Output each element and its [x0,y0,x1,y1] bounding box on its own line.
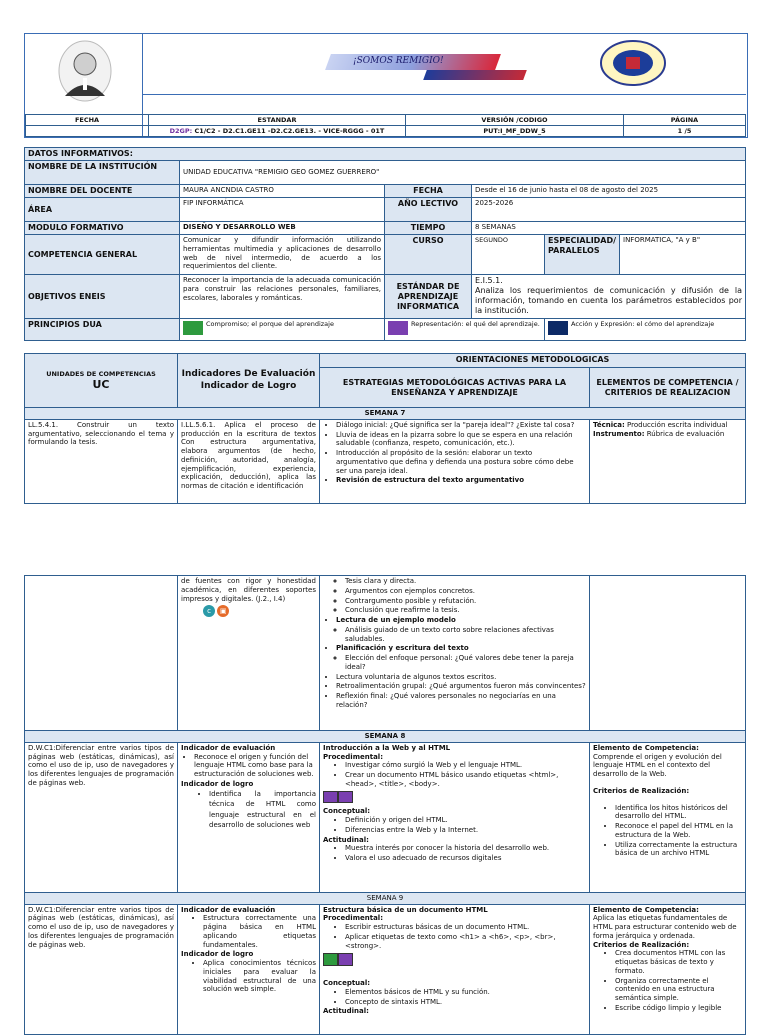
list-item: • Utiliza correctamente la estructura básica de un archivo HTML [615,841,742,859]
w7-strategies [320,419,590,503]
list-item: • Estructura correctamente una página básica en HTML aplicando etiquetas fundamentales. [203,914,316,949]
week-9-header: SEMANA 9 [25,892,746,904]
list-item: • Introducción al propósito de la sesión: elaborar un texto argumentativo que defina y defienda una postura sobre cómo debe ser una pareja ideal. [336,449,586,475]
list-item: • Crear un documento HTML básico usando etiquetas <html>, <head>, <title>, <body>. [345,771,586,789]
area-value: FIP INFORMÁTICA [180,198,385,222]
list-item: • Muestra interés por conocer la historia del desarrollo web. [345,844,586,853]
teacher-label: NOMBRE DEL DOCENTE [25,185,180,198]
list-item: • Lectura de un ejemplo modelo [336,616,586,625]
list-item: • Reflexión final: ¿Qué valores personales no negociarías en una relación? [336,692,586,710]
indicators-header: Indicadores De Evaluación Indicador de Logro [178,354,320,408]
action-swatch [548,321,568,335]
version-value: PUT:I_MF_DDW_5 [406,126,624,137]
representation-swatch [388,321,408,335]
teacher-value: MAURA ANCNDIA CASTRO [180,185,385,198]
w9-strategies: Estructura básica de un documento HTML Procedimental: • Escribir estructuras básicas de un documento HTML. • Aplicar etiquetas de texto como <h1> a <h6>, <p>, <br>, <strong>. Conceptual: • Elementos básicos de HTML y su función. • Concepto de sintaxis HTML. Actitudinal: [320,904,590,1034]
standard-code: E.I.5.1. [475,276,503,285]
competence-value: Comunicar y difundir información utilizando herramientas multimedia y aplicaciones de desarrollo web de nivel intermedio, de acuerdo a los requerimientos del cliente. [180,235,385,275]
cont-icons [181,605,316,617]
cont-uc [25,576,178,731]
copilot-icon: c [203,605,215,617]
w8-elements: Elemento de Competencia: Comprende el origen y evolución del lenguaje HTML en el contexto del desarrollo de la Web. Criterios de Realización: • Identifica los hitos históricos del desarrollo del HTML. • Reconoce el papel del HTML en la estructura de la Web. • Utiliza correctamente la estructura básica de un archivo HTML [590,742,746,892]
list-item: • Escribir estructuras básicas de un documento HTML. [345,923,586,932]
w8-indicator: Indicador de evaluación • Reconoce el origen y función del lenguaje HTML como base para la estructuración de soluciones web. Indicador de logro • Identifica la importancia técnica de HTML como lenguaje estructural en el desarrollo de soluciones web [178,742,320,892]
list-item: ◦ Contrargumento posible y refutación. [345,597,586,606]
list-item: • Retroalimentación grupal: ¿Qué argumentos fueron más convincentes? [336,682,586,691]
commitment-swatch [183,321,203,335]
col-estandar: ESTANDAR [149,115,406,126]
list-item: • Investigar cómo surgió la Web y el lenguaje HTML. [345,761,586,770]
dua-representation: Representación: el qué del aprendizaje. [385,319,545,341]
list-item: • Planificación y escritura del texto [336,644,586,653]
col-pagina: PÁGINA [624,115,746,126]
time-value: 8 SEMANAS [472,222,746,235]
standard-content [472,275,746,319]
time-label: TIEMPO [385,222,472,235]
list-item: • Elementos básicos de HTML y su función. [345,988,586,997]
w8-uc: D.W.C1:Diferenciar entre varios tipos de páginas web (estáticas, dinámicas), así como el uso de ip, uso de navegadores y los diferentes lenguajes de programación de páginas web. [25,742,178,892]
fecha-value [26,126,149,137]
list-item: ◦ Conclusión que reafirme la tesis. [345,606,586,615]
list-item: • Identifica la importancia técnica de HTML como lenguaje estructural en el desarrollo de soluciones web [209,789,316,831]
plan-table-continued [24,575,746,1035]
elements-header: ELEMENTOS DE COMPETENCIA / CRITERIOS DE REALIZACION [590,368,746,408]
purple-swatch [338,791,353,803]
list-item: ◦ Elección del enfoque personal: ¿Qué valores debe tener la pareja ideal? [345,654,586,672]
week-8-header: SEMANA 8 [25,731,746,743]
objectives-value: Reconocer la importancia de la adecuada comunicación para construir las relaciones personales, familiares, escolares, laborales y románticas. [180,275,385,319]
module-label: MODULO FORMATIVO [25,222,180,235]
list-item: • Aplicar etiquetas de texto como <h1> a <h6>, <p>, <br>, <strong>. [345,933,586,951]
list-item: • Lectura voluntaria de algunos textos escritos. [336,673,586,682]
cont-elements [590,576,746,731]
date-label: FECHA [385,185,472,198]
institution-label: NOMBRE DE LA INSTITUCIÓN [25,161,180,185]
header-table [25,114,746,137]
school-shield-logo [598,39,668,87]
list-item: • Concepto de sintaxis HTML. [345,998,586,1007]
w9-uc: D.W.C1:Diferenciar entre varios tipos de páginas web (estáticas, dinámicas), así como el uso de ip, uso de navegadores y los diferentes lenguajes de programación de páginas web. [25,904,178,1034]
page-value: 1 /5 [624,126,746,137]
list-item: • Organiza correctamente el contenido en una estructura semántica simple. [615,977,742,1003]
banner-area [143,34,746,94]
date-value: Desde el 16 de junio hasta el 08 de agosto del 2025 [472,185,746,198]
year-value: 2025-2026 [472,198,746,222]
list-item: ◦ Tesis clara y directa. [345,577,586,586]
col-version: VERSIÓN /CODIGO [406,115,624,126]
w9-indicator: Indicador de evaluación • Estructura correctamente una página básica en HTML aplicando etiquetas fundamentales. Indicador de logro • Aplica conocimientos técnicos iniciales para evaluar la viabilidad estructural de una solución web simple. [178,904,320,1034]
standard-text: Analiza los requerimientos de comunicación y difusión de la información, tomando en cuenta los parámetros establecidos por la institución. [475,286,742,315]
list-item: • Crea documentos HTML con las etiquetas básicas de texto y formato. [615,949,742,975]
orientations-header: ORIENTACIONES METODOLOGICAS [320,354,746,368]
portrait-image [25,34,142,114]
list-item: • Identifica los hitos históricos del desarrollo del HTML. [615,804,742,822]
strategies-header: ESTRATEGIAS METODOLÓGICAS ACTIVAS PARA LA ENSEÑANZA Y APRENDIZAJE [320,368,590,408]
week-7-header: SEMANA 7 [25,408,746,420]
course-label: CURSO [385,235,472,275]
plan-table [24,353,746,504]
area-label: ÁREA [25,198,180,222]
uc-header: UNIDADES DE COMPETENCIAS UC [25,354,178,408]
list-item: • Reconoce el origen y función del lenguaje HTML como base para la estructuración de soluciones web. [194,753,316,779]
col-fecha: FECHA [26,115,149,126]
purple-swatch [323,791,338,803]
screen-icon: ▣ [217,605,229,617]
info-table [24,147,746,341]
w8-strategies: Introducción a la Web y al HTML Procedimental: • Investigar cómo surgió la Web y el lenguaje HTML. • Crear un documento HTML básico usando etiquetas <html>, <head>, <title>, <body>. Conceptual: • Definición y origen del HTML. • Diferencias entre la Web y la Internet. Actitudinal: • Muestra interés por conocer la historia del desarrollo web. • Valora el uso adecuado de recursos digitales [320,742,590,892]
banner-stripe-2 [423,70,527,80]
cont-indicator: de fuentes con rigor y honestidad académica, en diferentes soportes impresos y digitales. (J.2., I.4) c ▣ [178,576,320,731]
document-header [24,33,748,138]
cont-strategies [320,576,590,731]
list-item: • Reconoce el papel del HTML en la estructura de la Web. [615,822,742,840]
purple-swatch [338,953,353,966]
dua-swatches [323,791,586,806]
list-item: ◦ Análisis guiado de un texto corto sobre relaciones afectivas saludables. [345,626,586,644]
dua-action: Acción y Expresión: el cómo del aprendizaje [545,319,746,341]
list-item: • Valora el uso adecuado de recursos digitales [345,854,586,863]
banner-bottom [143,94,746,115]
institution-value: UNIDAD EDUCATIVA "REMIGIO GEO GOMEZ GUERRERO" [180,161,746,185]
green-swatch [323,953,338,966]
dua-label: PRINCIPIOS DUA [25,319,180,341]
list-item: • Escribe código limpio y legible [615,1004,742,1013]
w7-indicator: I.LL.5.6.1. Aplica el proceso de producción en la escritura de textos Con estructura argumentativa, elabora argumentos (de hecho, definición, autoridad, analogía, ejemplificación, experiencia, explicación, deducción), aplica las normas de citación e identificación [178,419,320,503]
specialty-label: ESPECIALIDAD/ PARALELOS [545,235,620,275]
standard-value: D2GP: C1/C2 - D2.C1.GE11 -D2.C2.GE13. - VICE-RGGG - 01T [149,126,406,137]
list-item: • Diferencias entre la Web y la Internet. [345,826,586,835]
specialty-value: INFORMATICA, "A y B" [620,235,746,275]
banner-slogan: ¡SOMOS REMIGIO! [353,56,444,66]
dua-swatches-2 [323,953,586,969]
course-value: SEGUNDO [472,235,545,275]
dua-commitment: Compromiso; el porque del aprendizaje [180,319,385,341]
year-label: AÑO LECTIVO [385,198,472,222]
w9-elements: Elemento de Competencia: Aplica las etiquetas fundamentales de HTML para estructurar contenido web de forma jerárquica y ordenada. Criterios de Realización: • Crea documentos HTML con las etiquetas básicas de texto y formato. • Organiza correctamente el contenido en una estructura semántica simple. • Escribe código limpio y legible [590,904,746,1034]
w7-uc: LL.5.4.1. Construir un texto argumentativo, seleccionando el tema y formulando la tesis. [25,419,178,503]
list-item: • Definición y origen del HTML. [345,816,586,825]
info-title: DATOS INFORMATIVOS: [25,148,746,161]
competence-label: COMPETENCIA GENERAL [25,235,180,275]
list-item: • Aplica conocimientos técnicos iniciales para evaluar la viabilidad estructural de una solución web simple. [203,959,316,994]
list-item: • Lluvia de ideas en la pizarra sobre lo que se espera en una relación saludable (confianza, respeto, comunicación, etc.). [336,431,586,449]
list-item: • Revisión de estructura del texto argumentativo [336,476,586,485]
list-item: ◦ Argumentos con ejemplos concretos. [345,587,586,596]
w7-elements: Técnica: Producción escrita individual Instrumento: Rúbrica de evaluación [590,419,746,503]
list-item: • Diálogo inicial: ¿Qué significa ser la "pareja ideal"? ¿Existe tal cosa? [336,421,586,430]
module-value: DISEÑO Y DESARROLLO WEB [180,222,385,235]
objectives-label: OBJETIVOS ENEIS [25,275,180,319]
standard-label: ESTÁNDAR DE APRENDIZAJE INFORMATICA [385,275,472,319]
